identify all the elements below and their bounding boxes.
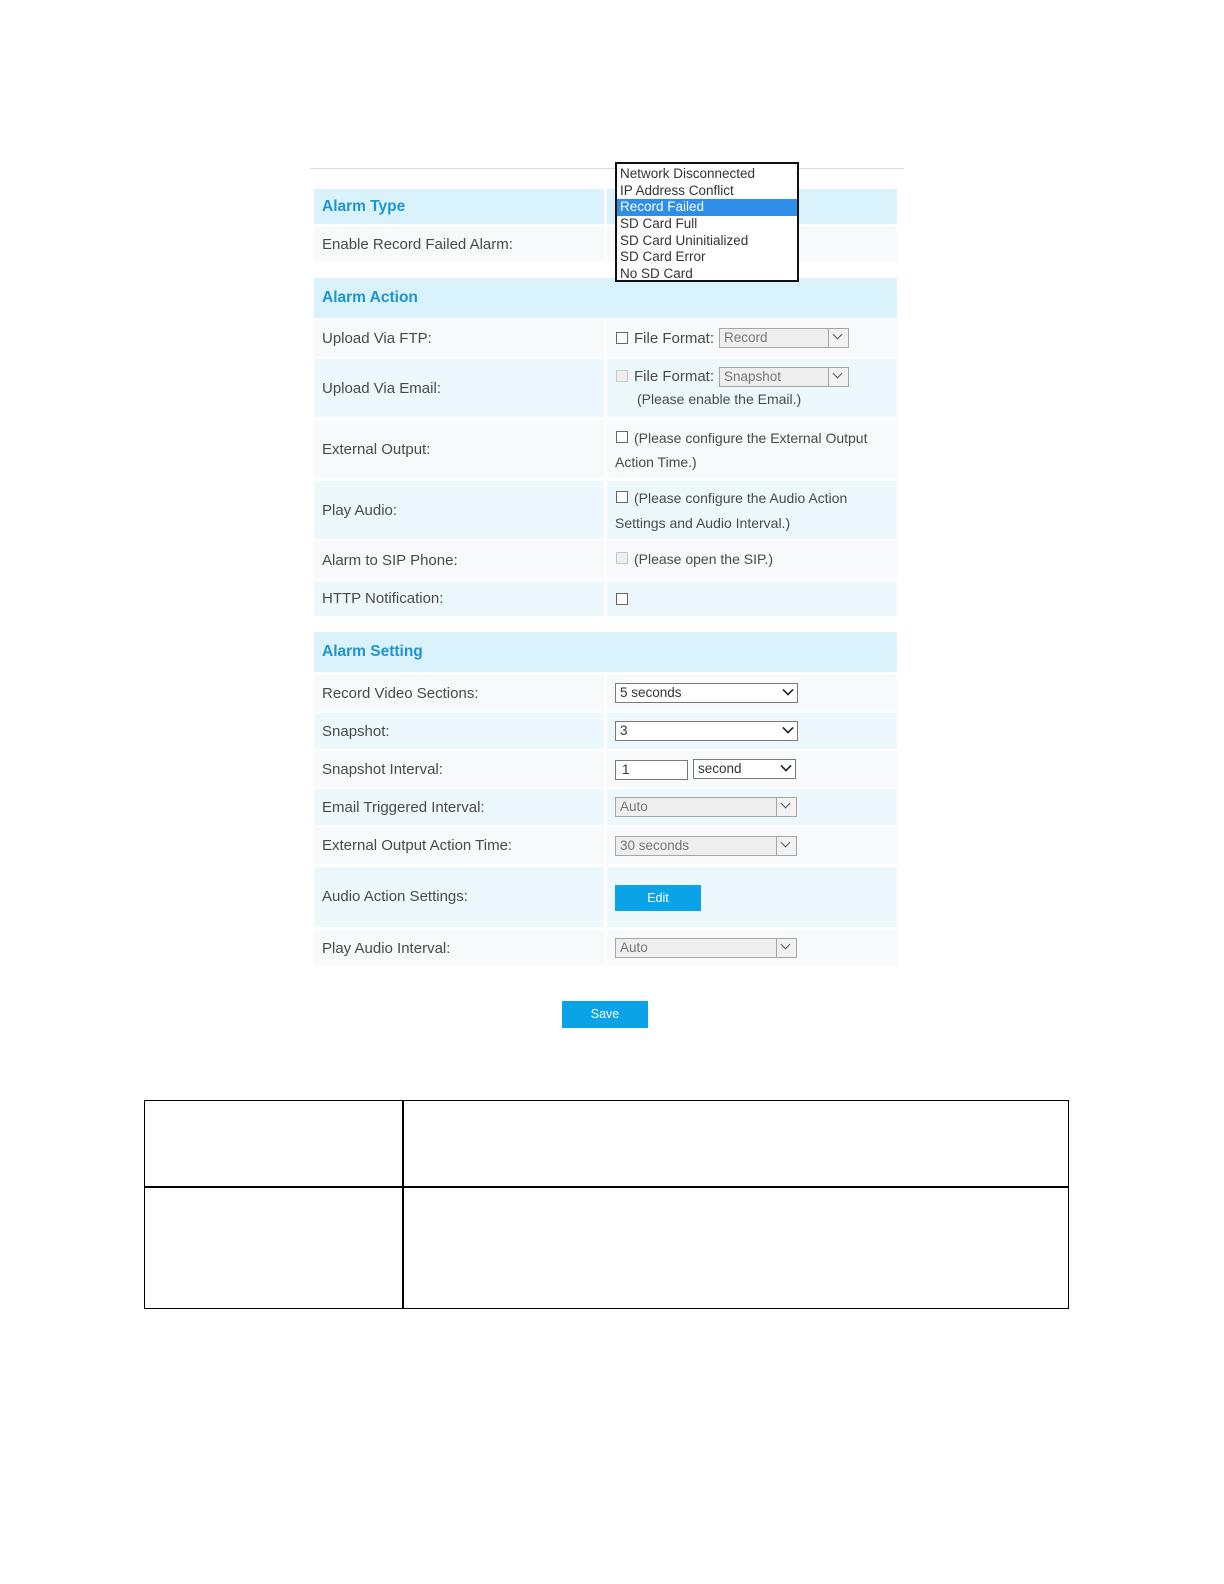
dropdown-option-sd-card-full[interactable]: SD Card Full xyxy=(620,216,698,232)
email-file-format-select[interactable] xyxy=(719,367,849,387)
ftp-file-format-value: Record xyxy=(724,330,768,345)
record-video-row xyxy=(314,675,897,711)
snapshot-interval-input[interactable]: 1 xyxy=(615,760,688,780)
snapshot-interval-row xyxy=(314,751,897,787)
email-interval-row xyxy=(314,789,897,825)
table-column-divider xyxy=(402,1101,404,1308)
alarm-action-header: Alarm Action xyxy=(322,289,418,306)
dropdown-option-sd-card-uninitialized[interactable]: SD Card Uninitialized xyxy=(620,232,749,248)
snapshot-interval-unit-value: second xyxy=(698,761,742,776)
top-divider xyxy=(310,168,904,169)
external-output-note-1: (Please configure the External Output xyxy=(634,430,868,446)
snapshot-interval-label: Snapshot Interval: xyxy=(322,761,443,778)
audio-interval-label: Play Audio Interval: xyxy=(322,940,451,957)
http-notification-label: HTTP Notification: xyxy=(322,590,444,607)
alarm-setting-header: Alarm Setting xyxy=(322,643,423,660)
upload-ftp-row xyxy=(314,320,897,357)
record-video-label: Record Video Sections: xyxy=(322,685,479,702)
upload-ftp-checkbox[interactable] xyxy=(616,332,628,344)
external-output-row xyxy=(314,420,897,478)
alarm-type-header-row xyxy=(314,189,897,224)
dropdown-option-no-sd-card[interactable]: No SD Card xyxy=(620,266,693,282)
http-notification-checkbox[interactable] xyxy=(616,593,628,605)
alarm-type-header: Alarm Type xyxy=(322,198,406,215)
ext-time-row xyxy=(314,827,897,864)
upload-ftp-label: Upload Via FTP: xyxy=(322,330,432,347)
dropdown-option-sd-card-error[interactable]: SD Card Error xyxy=(620,249,706,265)
play-audio-note-1: (Please configure the Audio Action xyxy=(634,490,848,506)
edit-button[interactable]: Edit xyxy=(615,885,701,911)
chevron-down-icon xyxy=(782,722,793,733)
save-button[interactable]: Save xyxy=(562,1001,648,1028)
alarm-action-header-row xyxy=(314,278,897,318)
table-row-divider xyxy=(145,1186,1068,1188)
audio-interval-select[interactable] xyxy=(615,938,797,958)
audio-interval-row xyxy=(314,930,897,966)
http-notification-row xyxy=(314,581,897,616)
email-file-format-value: Snapshot xyxy=(724,369,782,384)
email-interval-select[interactable] xyxy=(615,797,797,817)
audio-interval-value: Auto xyxy=(620,940,648,955)
email-interval-label: Email Triggered Interval: xyxy=(322,799,485,816)
description-table xyxy=(144,1100,1069,1309)
chevron-down-icon xyxy=(776,837,796,855)
ext-time-value: 30 seconds xyxy=(620,838,690,853)
sip-note: (Please open the SIP.) xyxy=(634,551,774,567)
snapshot-interval-unit-select[interactable] xyxy=(693,759,796,779)
dropdown-option-network-disconnected[interactable]: Network Disconnected xyxy=(620,166,756,181)
dropdown-option-ip-address-conflict[interactable]: IP Address Conflict xyxy=(620,182,734,198)
snapshot-select[interactable] xyxy=(615,721,798,741)
chevron-down-icon xyxy=(776,798,796,816)
external-output-label: External Output: xyxy=(322,441,431,458)
email-interval-value: Auto xyxy=(620,799,648,814)
audio-settings-row xyxy=(314,867,897,927)
ftp-file-format-select[interactable] xyxy=(719,328,849,348)
external-output-note-2: Action Time.) xyxy=(615,454,697,470)
chevron-down-icon xyxy=(776,939,796,957)
sip-phone-label: Alarm to SIP Phone: xyxy=(322,552,458,569)
email-note: (Please enable the Email.) xyxy=(637,391,802,407)
play-audio-note-2: Settings and Audio Interval.) xyxy=(615,515,791,531)
enable-alarm-label: Enable Record Failed Alarm: xyxy=(322,236,513,253)
chevron-down-icon xyxy=(782,684,793,695)
external-output-checkbox[interactable] xyxy=(616,431,628,443)
sip-phone-checkbox[interactable] xyxy=(616,552,628,564)
upload-email-row xyxy=(314,359,897,417)
ext-time-select[interactable] xyxy=(615,836,797,856)
play-audio-row xyxy=(314,481,897,539)
sip-phone-row xyxy=(314,541,897,578)
audio-settings-label: Audio Action Settings: xyxy=(322,888,468,905)
snapshot-row xyxy=(314,713,897,749)
ftp-file-format-label: File Format: xyxy=(634,330,715,347)
record-video-select[interactable] xyxy=(615,683,798,703)
ext-time-label: External Output Action Time: xyxy=(322,837,513,854)
play-audio-label: Play Audio: xyxy=(322,502,398,519)
upload-email-label: Upload Via Email: xyxy=(322,380,441,397)
snapshot-value: 3 xyxy=(620,723,628,738)
upload-email-checkbox[interactable] xyxy=(616,370,628,382)
chevron-down-icon xyxy=(780,760,791,771)
alarm-type-dropdown-list[interactable] xyxy=(615,162,799,282)
alarm-setting-header-row xyxy=(314,632,897,672)
snapshot-label: Snapshot: xyxy=(322,723,390,740)
enable-alarm-row xyxy=(314,227,897,262)
record-video-value: 5 seconds xyxy=(620,685,682,700)
dropdown-option-record-failed[interactable]: Record Failed xyxy=(617,199,797,216)
chevron-down-icon xyxy=(828,329,848,347)
email-file-format-label: File Format: xyxy=(634,368,715,385)
play-audio-checkbox[interactable] xyxy=(616,491,628,503)
chevron-down-icon xyxy=(828,368,848,386)
